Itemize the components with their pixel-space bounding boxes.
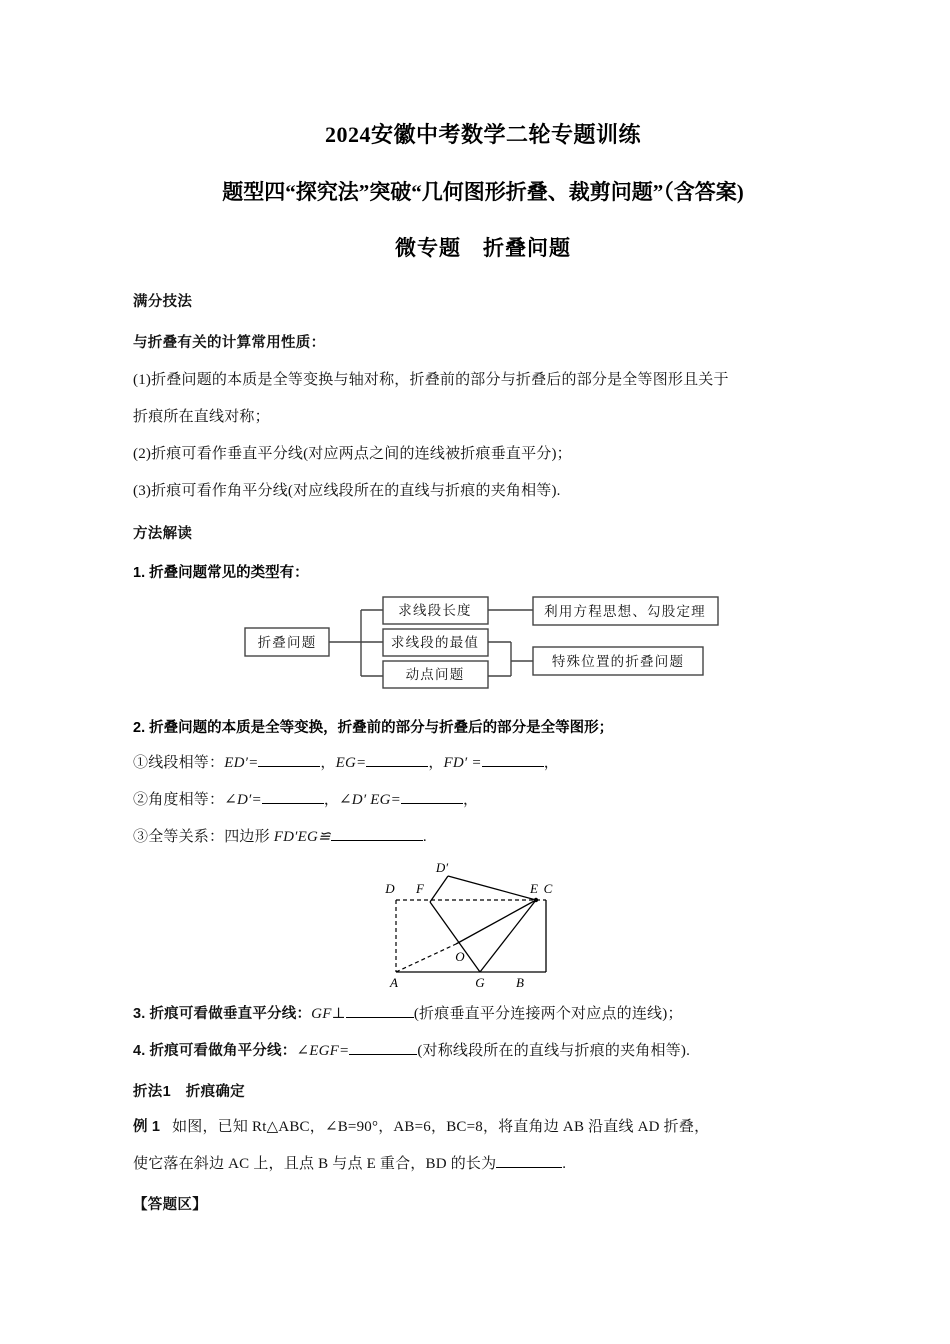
- label-D-prime: D′: [435, 862, 449, 875]
- answer-blank[interactable]: [346, 1017, 414, 1018]
- answer-area-heading: 【答题区】: [133, 1197, 207, 1213]
- property-3: (3)折痕可看作角平分线(对应线段所在的直线与折痕的夹角相等).: [133, 483, 561, 499]
- answer-blank[interactable]: [349, 1054, 417, 1055]
- item-2-line: [133, 716, 833, 737]
- item-4-text-b: (对称线段所在的直线与折痕的夹角相等).: [417, 1043, 691, 1059]
- sub-2-sep-2: ，: [462, 792, 479, 808]
- item-1-text: 折叠问题常见的类型有：: [149, 565, 309, 581]
- label-G: G: [475, 975, 485, 990]
- geometry-figure: [133, 862, 833, 992]
- item-2-sub-3: [133, 827, 833, 848]
- sub-1-expr-2: EG=: [335, 755, 367, 771]
- flow-box-root-label: 折叠问题: [257, 635, 317, 650]
- page-title-main: 2024安徽中考数学二轮专题训练: [324, 122, 641, 147]
- label-D: D: [385, 881, 395, 896]
- label-F: F: [416, 881, 424, 896]
- item-2-sub-2: [133, 790, 833, 811]
- label-O: O: [455, 949, 465, 964]
- diagonal-A-O-dashed: [396, 944, 456, 972]
- label-A: A: [390, 975, 398, 990]
- example-text-2a: 使它落在斜边 AC 上，且点 B 与点 E 重合，BD 的长为: [133, 1156, 497, 1172]
- example-text-2b: .: [562, 1156, 567, 1172]
- item-4-number: 4.: [133, 1043, 146, 1059]
- sub-1-sep-2: ，: [428, 755, 444, 771]
- geometry-svg: [368, 862, 598, 992]
- flow-box-result-1-label: 特殊位置的折叠问题: [551, 654, 685, 669]
- item-3-number: 3.: [133, 1006, 146, 1022]
- label-B: B: [516, 975, 524, 990]
- sub-2-sep-1: ，: [323, 792, 340, 808]
- fold-edge-F-Dprime: [430, 876, 448, 902]
- property-2: (2)折痕可看作垂直平分线(对应两点之间的连线被折痕垂直平分)；: [133, 446, 572, 462]
- page-title-sub: 题型四“探究法”突破“几何图形折叠、裁剪问题”（含答案): [222, 180, 744, 204]
- sub-1-sep-1: ，: [320, 755, 336, 771]
- item-3-line: [133, 1004, 833, 1025]
- flow-box-branch-0-label: 求线段长度: [398, 603, 472, 618]
- flowchart-svg: [133, 594, 833, 698]
- heading-fold-method: 折法1 折痕确定: [133, 1084, 245, 1100]
- example-line-1: [133, 1117, 833, 1138]
- sub-2-label: ②角度相等：: [133, 792, 225, 808]
- flow-box-branch-1-label: 求线段的最值: [390, 635, 480, 650]
- sub-2-expr-2: ∠D′ EG=: [339, 792, 401, 808]
- answer-blank[interactable]: [401, 803, 463, 804]
- flow-box-branch-2-label: 动点问题: [405, 667, 465, 682]
- flowchart: [133, 594, 833, 698]
- item-1-number: 1.: [133, 565, 146, 581]
- item-2-text: 折叠问题的本质是全等变换，折叠前的部分与折叠后的部分是全等图形；: [149, 720, 614, 736]
- label-E: E: [530, 881, 538, 896]
- sub-1-label: ①线段相等：: [133, 755, 225, 771]
- vertex-dot-E: [534, 898, 538, 902]
- item-4-text-a: 折痕可看做角平分线：: [149, 1043, 297, 1059]
- item-3-text-b: (折痕垂直平分连接两个对应点的连线)；: [413, 1006, 683, 1022]
- item-2-number: 2.: [133, 720, 146, 736]
- page-title-third: 微专题 折叠问题: [395, 237, 571, 260]
- fold-edge-Dprime-E: [448, 876, 536, 900]
- sub-3-expr: FD′EG≌: [273, 829, 331, 845]
- sub-1-expr-3: FD′ =: [443, 755, 482, 771]
- document-content: [133, 0, 833, 1214]
- property-1-line-a: (1)折叠问题的本质是全等变换与轴对称，折叠前的部分与折叠后的部分是全等图形且关于: [133, 372, 729, 388]
- item-3-text-a: 折痕可看做垂直平分线：: [149, 1006, 312, 1022]
- label-C: C: [543, 881, 553, 896]
- answer-blank[interactable]: [331, 840, 423, 841]
- sub-3-label: ③全等关系：四边形: [133, 829, 274, 845]
- answer-blank[interactable]: [496, 1167, 562, 1168]
- heading-method: 方法解读: [133, 526, 193, 542]
- example-text-1: 如图，已知 Rt△ABC，∠B=90°，AB=6，BC=8，将直角边 AB 沿直线 AD 折叠，: [172, 1119, 710, 1135]
- sub-1-expr-1: ED′=: [224, 755, 259, 771]
- heading-full-score: 满分技法: [133, 294, 193, 310]
- fold-edge-E-G: [480, 900, 536, 972]
- example-label: 例 1: [133, 1119, 161, 1135]
- flow-connectors-left: [329, 610, 383, 676]
- answer-blank[interactable]: [258, 766, 320, 767]
- sub-2-expr-1: ∠D′=: [224, 792, 262, 808]
- flow-box-result-0-label: 利用方程思想、勾股定理: [544, 604, 706, 619]
- item-1-line: [133, 561, 833, 582]
- answer-blank[interactable]: [482, 766, 544, 767]
- item-4-line: [133, 1041, 833, 1062]
- heading-properties: 与折叠有关的计算常用性质：: [133, 335, 326, 351]
- flow-connectors-right: [488, 642, 533, 676]
- item-3-expr: GF⊥: [311, 1006, 346, 1022]
- property-1-line-b: 折痕所在直线对称；: [133, 409, 270, 425]
- diagonal-O-E-solid: [456, 900, 536, 944]
- answer-blank[interactable]: [262, 803, 324, 804]
- answer-blank[interactable]: [366, 766, 428, 767]
- item-2-sub-1: [133, 753, 833, 774]
- sub-1-sep-3: ，: [543, 755, 559, 771]
- sub-3-end: .: [422, 829, 427, 845]
- example-line-2: [133, 1154, 833, 1175]
- item-4-expr: ∠EGF=: [296, 1043, 350, 1059]
